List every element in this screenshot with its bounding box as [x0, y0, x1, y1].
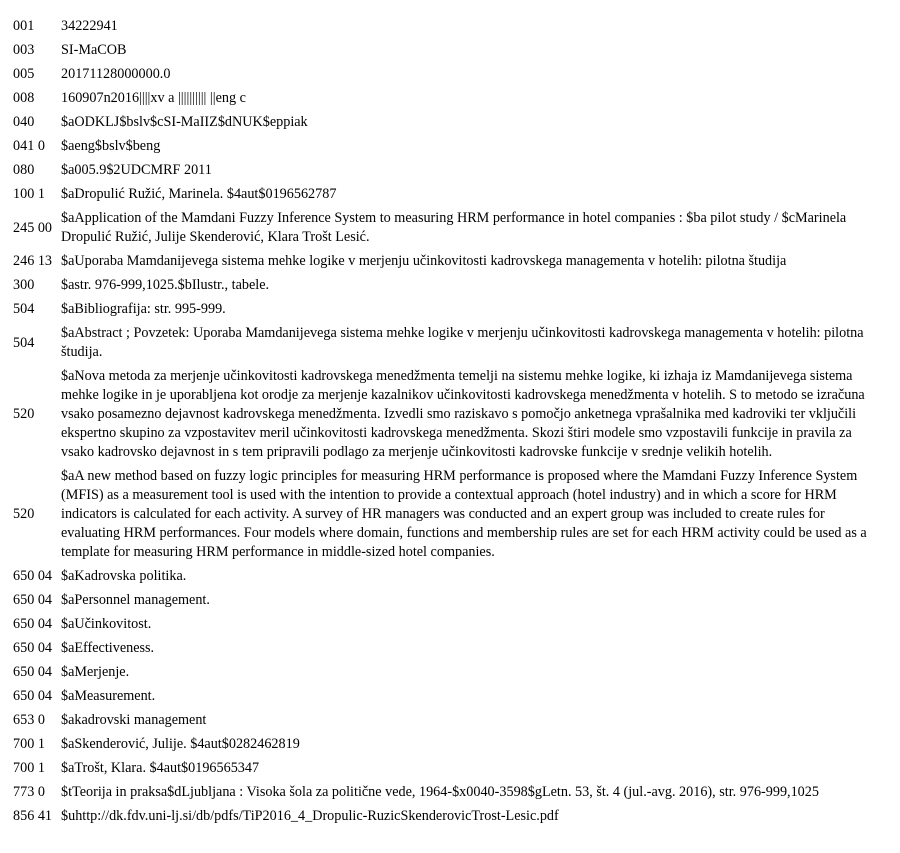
marc-field-row [12, 208, 888, 249]
field-tag: 040 [13, 114, 35, 130]
field-value: $aApplication of the Mamdani Fuzzy Inference System to measuring HRM performance in hotel companies : $ba pilot study / $cMarinela Dropulić Ružić, Julije Skenderović, Klara Trošt Lesić. [61, 210, 847, 245]
field-value: $aBibliografija: str. 995-999. [61, 301, 226, 317]
field-tag: 700 1 [13, 736, 45, 752]
marc-field-row [12, 686, 888, 708]
marc-field-row [12, 275, 888, 297]
field-tag: 041 0 [13, 138, 45, 154]
marc-field-row [12, 614, 888, 636]
field-tag: 700 1 [13, 760, 45, 776]
field-tag: 504 [13, 334, 35, 351]
field-tag: 008 [13, 90, 35, 106]
field-tag: 650 04 [13, 640, 53, 656]
marc-field-row [12, 136, 888, 158]
marc-field-row [12, 734, 888, 756]
field-tag: 650 04 [13, 592, 53, 608]
field-tag: 003 [13, 42, 35, 58]
field-tag: 100 1 [13, 186, 45, 202]
marc-field-row [12, 184, 888, 206]
field-value: $a005.9$2UDCMRF 2011 [61, 162, 212, 178]
field-value: $aUčinkovitost. [61, 616, 152, 632]
field-value: $aMerjenje. [61, 664, 130, 680]
field-value: $aAbstract ; Povzetek: Uporaba Mamdanijevega sistema mehke logike v merjenju učinkovitosti kadrovskega managementa v hotelih: pilotna študija. [61, 325, 864, 360]
field-tag: 650 04 [13, 664, 53, 680]
field-value: $tTeorija in praksa$dLjubljana : Visoka šola za politične vede, 1964-$x0040-3598$gLetn. 53, št. 4 (jul.-avg. 2016), str. 976-999,1025 [61, 784, 819, 800]
field-tag: 520 [13, 406, 35, 422]
marc-field-row [12, 782, 888, 804]
marc-record-body [12, 16, 888, 828]
field-value: 34222941 [61, 18, 118, 34]
marc-field-row [12, 710, 888, 732]
field-value: $aMeasurement. [61, 688, 156, 704]
field-value: 160907n2016||||xv a |||||||||| ||eng c [61, 90, 246, 106]
field-tag: 520 [13, 506, 35, 522]
field-tag: 856 41 [13, 808, 53, 824]
field-tag: 005 [13, 66, 35, 82]
field-value: $aTrošt, Klara. $4aut$0196565347 [61, 760, 260, 776]
field-value: $aNova metoda za merjenje učinkovitosti kadrovskega menedžmenta temelji na sistemu mehke logike, ki izhaja iz Mamdanijevega sistema mehke logike in je uporabljena kot orodje za merjenje kazalnikov učinkovitosti kadrovskega menedžmenta v hotelih. S to metodo se izračuna vsako posamezno dejavnost kadrovskega menedžmenta. Izvedli smo raziskavo s pomočjo anketnega vprašalnika med kadroviki ter vključili ekspertno skupino za vzpostavitev meril učinkovitosti kadrovskega menedžmenta. Skozi štiri modele smo vzpostavili funkcije in pravila za vsako kadrovsko dejavnost in s tem pripravili podlago za merjenje učinkovitosti kadrovske funkcije v srednje velikih hotelih. [61, 368, 865, 460]
field-tag: 245 00 [13, 219, 53, 236]
field-value: $aA new method based on fuzzy logic principles for measuring HRM performance is proposed where the Mamdani Fuzzy Inference System (MFIS) as a measurement tool is used with the intention to provide a contextual approach (hotel industry) and in which a score for HRM indicators is calculated for each activity. A survey of HR managers was conducted and an expert group was included to create rules for evaluating HRM performances. Four models where domain, functions and membership rules are set for each HRM activity could be used as a template for measuring HRM performance in middle-sized hotel companies. [61, 468, 867, 560]
marc-field-row [12, 638, 888, 660]
field-value: $aPersonnel management. [61, 592, 210, 608]
marc-field-row [12, 323, 888, 364]
field-tag: 300 [13, 277, 35, 293]
field-tag: 653 0 [13, 712, 45, 728]
marc-field-row [12, 40, 888, 62]
marc-record-table [10, 14, 890, 830]
marc-field-row [12, 466, 888, 564]
field-tag: 504 [13, 301, 35, 317]
marc-field-row [12, 590, 888, 612]
field-tag: 650 04 [13, 688, 53, 704]
marc-field-row [12, 299, 888, 321]
marc-field-row [12, 566, 888, 588]
field-tag: 773 0 [13, 784, 45, 800]
field-value: $aODKLJ$bslv$cSI-MaIIZ$dNUK$eppiak [61, 114, 308, 130]
marc-field-row [12, 112, 888, 134]
marc-field-row [12, 758, 888, 780]
marc-field-row [12, 251, 888, 273]
field-tag: 001 [13, 18, 35, 34]
marc-field-row [12, 366, 888, 464]
field-value: $aUporaba Mamdanijevega sistema mehke logike v merjenju učinkovitosti kadrovskega managementa v hotelih: pilotna študija [61, 253, 787, 269]
field-value: $akadrovski management [61, 712, 207, 728]
field-value: SI-MaCOB [61, 42, 127, 58]
marc-field-row [12, 88, 888, 110]
field-value: 20171128000000.0 [61, 66, 171, 82]
marc-field-row [12, 64, 888, 86]
marc-field-row [12, 662, 888, 684]
field-value: $aEffectiveness. [61, 640, 155, 656]
marc-field-row [12, 16, 888, 38]
field-value: $aDropulić Ružić, Marinela. $4aut$0196562787 [61, 186, 337, 202]
marc-field-row [12, 806, 888, 828]
field-value: $uhttp://dk.fdv.uni-lj.si/db/pdfs/TiP2016_4_Dropulic-RuzicSkenderovicTrost-Lesic.pdf [61, 808, 559, 824]
field-value: $aeng$bslv$beng [61, 138, 161, 154]
field-tag: 246 13 [13, 253, 53, 269]
field-tag: 080 [13, 162, 35, 178]
field-value: $aSkenderović, Julije. $4aut$0282462819 [61, 736, 300, 752]
field-tag: 650 04 [13, 616, 53, 632]
field-tag: 650 04 [13, 568, 53, 584]
field-value: $astr. 976-999,1025.$bIlustr., tabele. [61, 277, 270, 293]
marc-field-row [12, 160, 888, 182]
field-value: $aKadrovska politika. [61, 568, 187, 584]
